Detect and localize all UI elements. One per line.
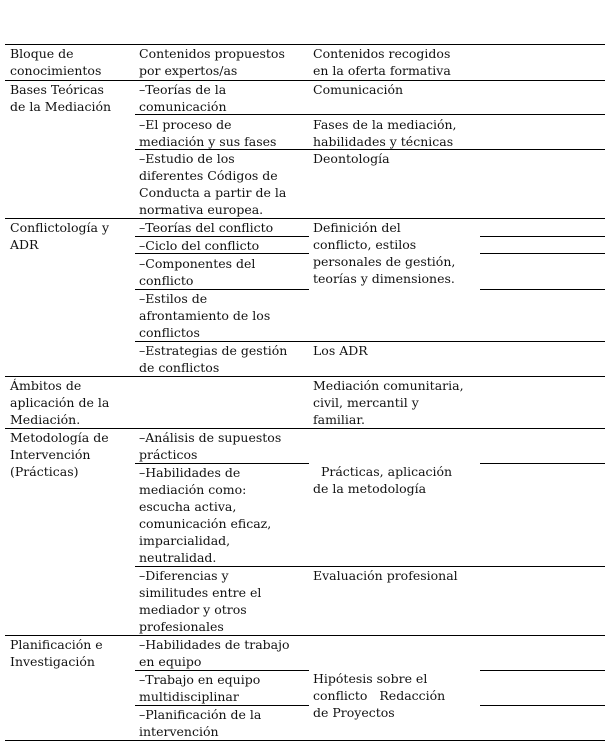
offered-item: Definición del conflicto, estilos personales de gestión, teorías y dimensiones.	[313, 220, 456, 286]
offered-item: Mediación comunitaria, civil, mercantil y familiar.	[313, 378, 464, 427]
proposed-item: –Habilidades de trabajo en equipo	[139, 637, 290, 669]
cell-rule	[480, 253, 605, 254]
proposed-item: –Componentes del conflicto	[139, 256, 256, 288]
proposed-item: –Trabajo en equipo multidisciplinar	[139, 672, 261, 704]
proposed-item: –Estrategias de gestión de conflictos	[139, 343, 288, 375]
proposed-item: –Teorías de la comunicación	[139, 82, 227, 114]
block-metodologia: Metodología de Intervención (Prácticas)	[10, 430, 109, 479]
header-offered: Contenidos recogidos en la oferta formativa	[313, 46, 451, 78]
proposed-item: –Ciclo del conflicto	[139, 238, 260, 253]
proposed-item: –Teorías del conflicto	[139, 220, 274, 235]
cell-rule	[480, 463, 605, 464]
offered-item: Deontología	[313, 151, 390, 166]
proposed-item: –Análisis de supuestos prácticos	[139, 430, 282, 462]
cell-rule	[480, 670, 605, 671]
block-bases-teoricas: Bases Teóricas de la Mediación	[10, 82, 112, 114]
offered-item: Evaluación profesional	[313, 568, 458, 583]
proposed-item: –Planificación de la intervención	[139, 707, 262, 739]
block-planificacion: Planificación e Investigación	[10, 637, 103, 669]
block-conflictologia: Conflictología y ADR	[10, 220, 110, 252]
offered-item: Fases de la mediación, habilidades y técnicas	[313, 117, 457, 149]
proposed-item: –Habilidades de mediación como: escucha activa, comunicación eficaz, imparcialidad, neutralidad.	[139, 465, 272, 565]
offered-item: Comunicación	[313, 82, 404, 97]
row-rule	[5, 740, 605, 741]
cell-rule	[480, 236, 605, 237]
proposed-item: –Diferencias y similitudes entre el mediador y otros profesionales	[139, 568, 262, 634]
header-block: Bloque de conocimientos	[10, 46, 102, 78]
proposed-item: –El proceso de mediación y sus fases	[139, 117, 277, 149]
offered-item: Hipótesis sobre el conflicto Redacción de Proyectos	[313, 671, 446, 720]
header-proposed: Contenidos propuestos por expertos/as	[139, 46, 285, 78]
cell-rule	[480, 289, 605, 290]
offered-item: Prácticas, aplicación de la metodología	[313, 464, 453, 496]
cell-rule	[480, 705, 605, 706]
proposed-item: –Estilos de afrontamiento de los conflictos	[139, 291, 271, 340]
proposed-item: –Estudio de los diferentes Códigos de Conducta a partir de la normativa europea.	[139, 151, 287, 217]
block-ambitos: Ámbitos de aplicación de la Mediación.	[10, 378, 110, 427]
offered-item: Los ADR	[313, 343, 368, 358]
